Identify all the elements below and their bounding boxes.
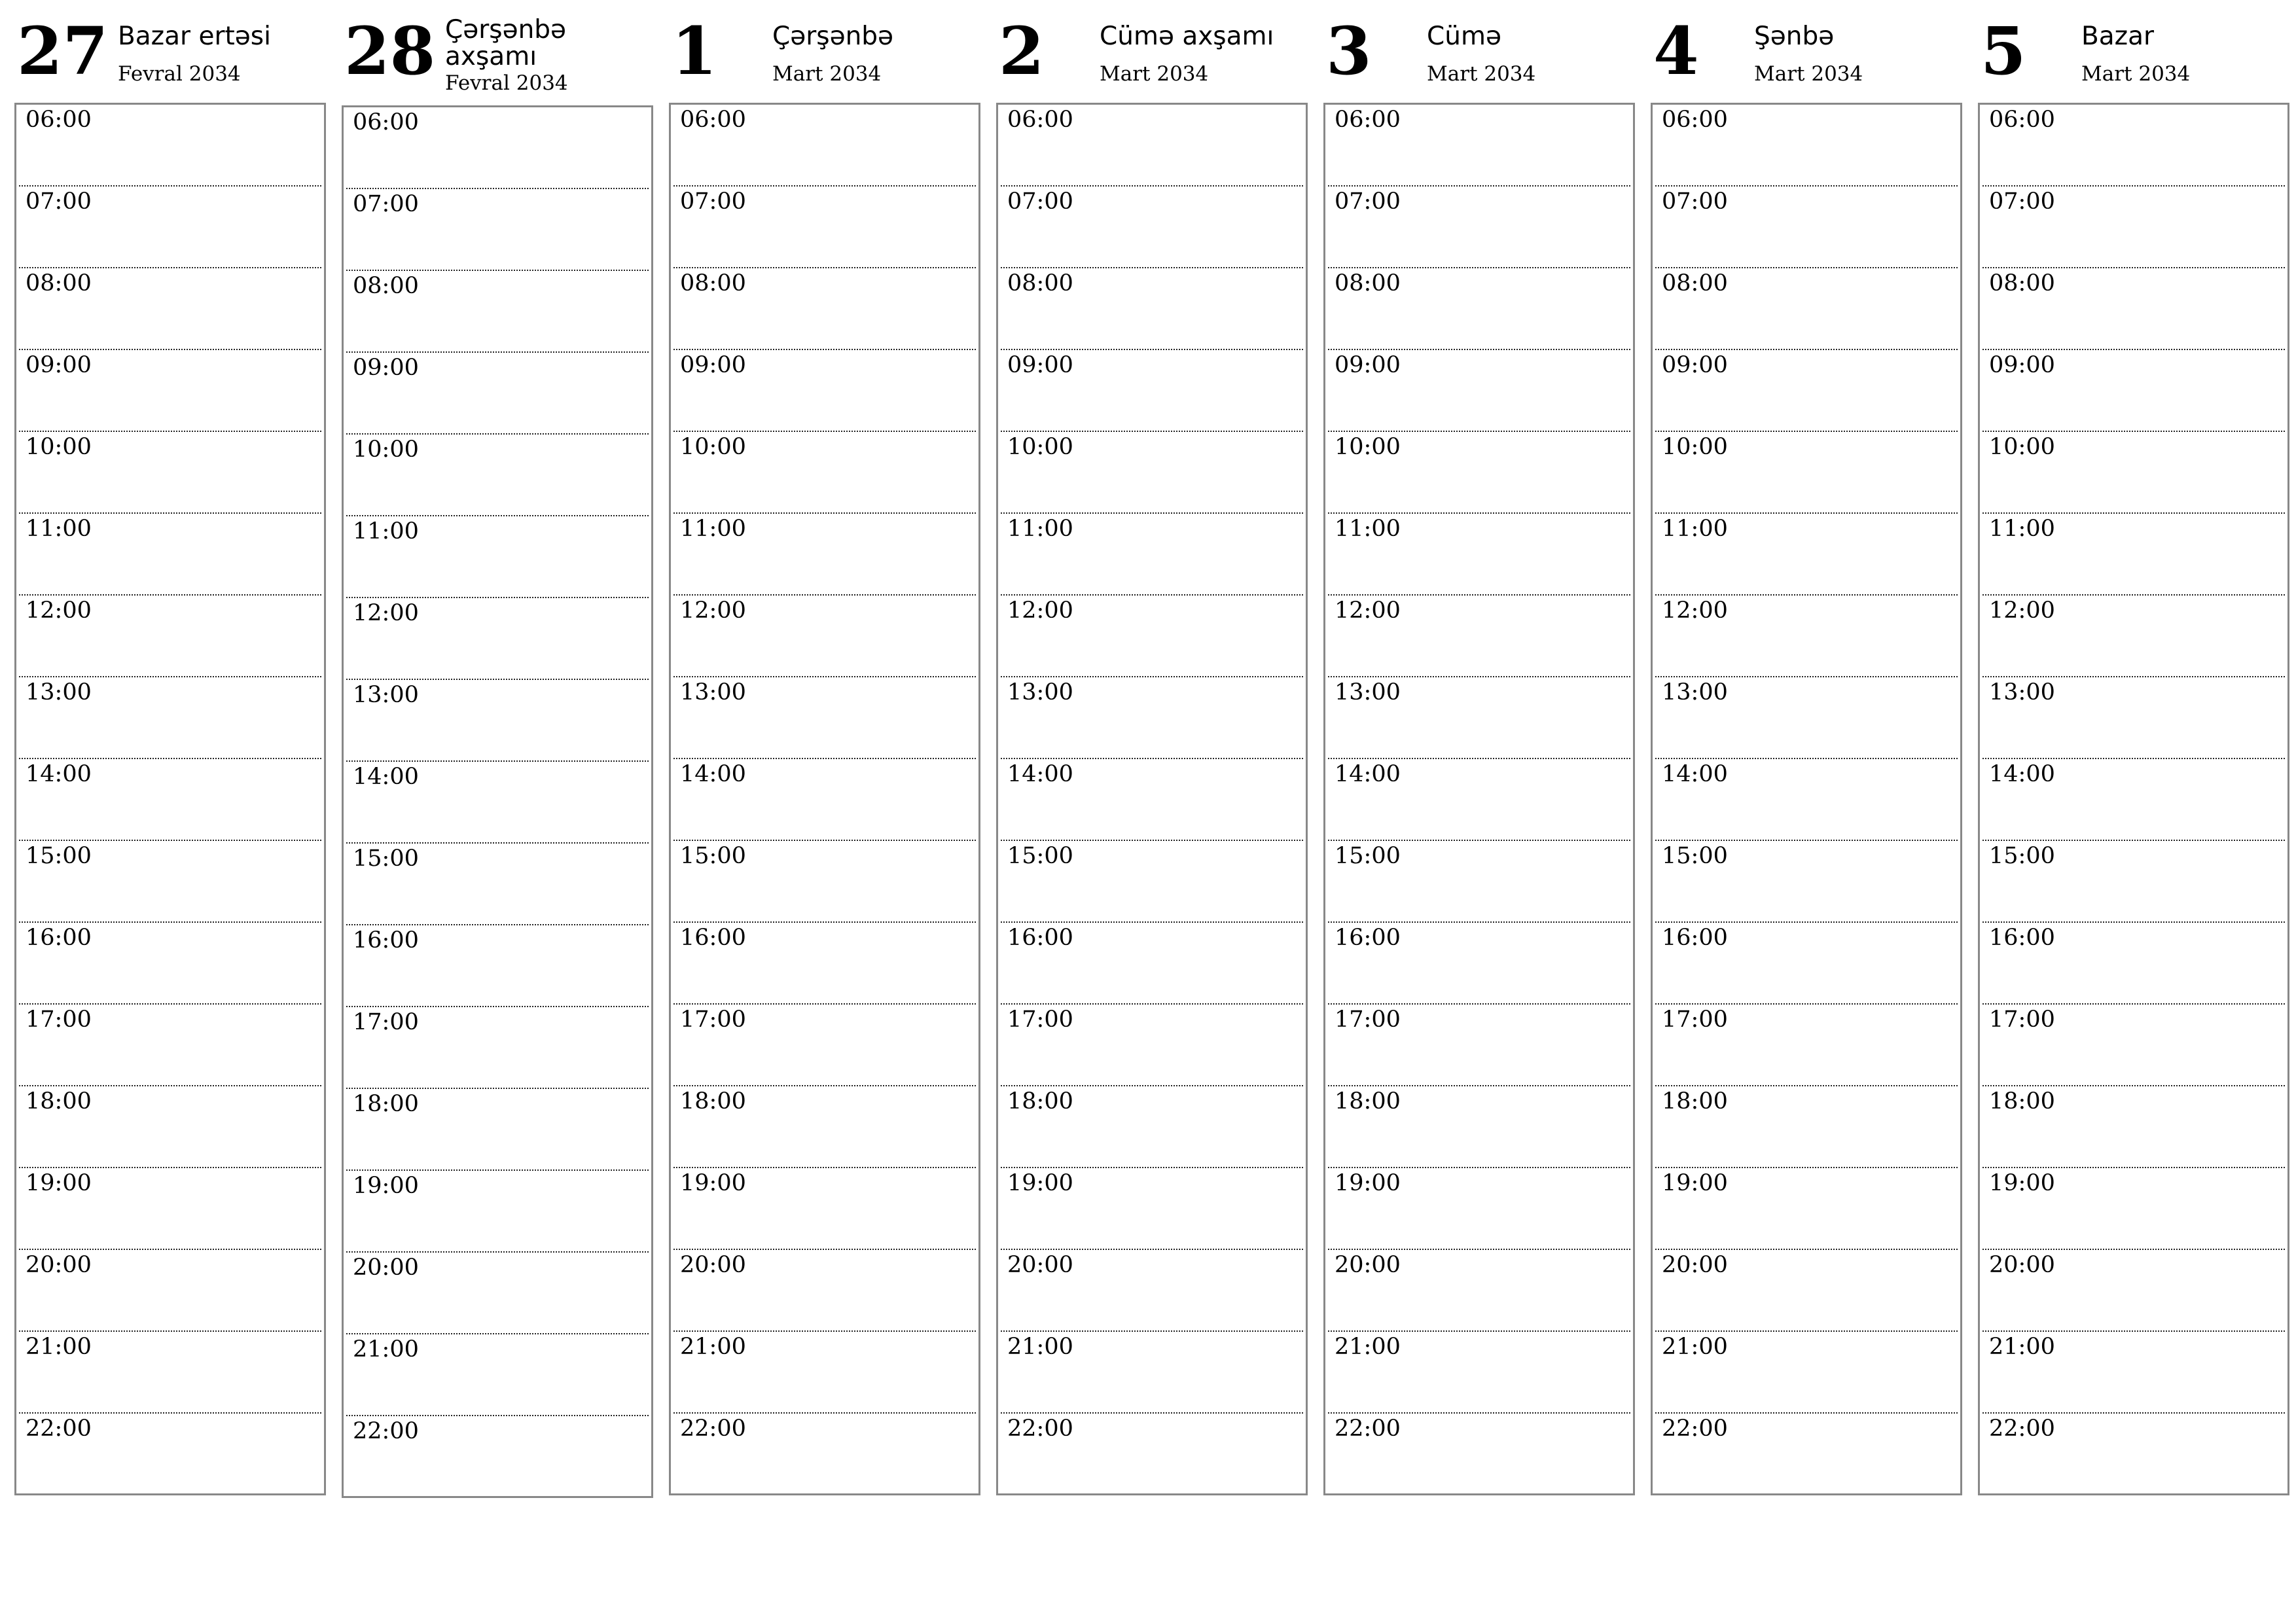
hour-slot[interactable] bbox=[1655, 350, 1958, 432]
hour-slot[interactable] bbox=[1982, 268, 2285, 350]
hour-label: 12:00 bbox=[1989, 597, 2055, 624]
hour-slot[interactable] bbox=[1982, 187, 2285, 268]
hour-slot[interactable] bbox=[673, 759, 976, 841]
hour-label: 08:00 bbox=[1335, 270, 1401, 296]
hour-slot[interactable] bbox=[673, 350, 976, 432]
day-header bbox=[996, 14, 1308, 103]
hour-label: 17:00 bbox=[680, 1007, 746, 1033]
hour-label: 16:00 bbox=[1335, 925, 1401, 951]
hour-slot[interactable] bbox=[19, 1332, 321, 1414]
day-name: Çərşənbə axşamı bbox=[445, 15, 567, 71]
hour-slot[interactable] bbox=[1001, 1168, 1303, 1250]
hour-slot[interactable] bbox=[1328, 841, 1630, 923]
weekly-planner bbox=[14, 14, 2289, 1513]
hour-label: 10:00 bbox=[1989, 434, 2055, 460]
hour-slot[interactable] bbox=[1982, 105, 2285, 187]
hour-label: 20:00 bbox=[26, 1252, 92, 1278]
hour-grid bbox=[1651, 103, 1962, 1495]
day-header bbox=[1323, 14, 1635, 103]
hour-label: 20:00 bbox=[1989, 1252, 2055, 1278]
hour-label: 07:00 bbox=[1662, 188, 1728, 215]
hour-label: 22:00 bbox=[1007, 1416, 1073, 1442]
hour-slot[interactable] bbox=[1001, 677, 1303, 759]
hour-label: 22:00 bbox=[353, 1418, 419, 1444]
hour-grid bbox=[342, 105, 653, 1498]
hour-label: 18:00 bbox=[1989, 1088, 2055, 1115]
hour-label: 11:00 bbox=[680, 516, 746, 542]
hour-label: 08:00 bbox=[353, 273, 419, 299]
hour-slot[interactable] bbox=[1982, 350, 2285, 432]
hour-slot[interactable] bbox=[1001, 432, 1303, 514]
hour-label: 22:00 bbox=[680, 1416, 746, 1442]
day-name: Cümə axşamı bbox=[1100, 22, 1274, 51]
hour-label: 13:00 bbox=[353, 682, 419, 708]
hour-slot[interactable] bbox=[673, 514, 976, 596]
hour-label: 13:00 bbox=[1662, 679, 1728, 705]
hour-slot[interactable] bbox=[19, 1086, 321, 1168]
hour-slot[interactable] bbox=[346, 435, 649, 516]
hour-label: 19:00 bbox=[353, 1173, 419, 1199]
hour-label: 07:00 bbox=[353, 191, 419, 217]
hour-slot[interactable] bbox=[1982, 759, 2285, 841]
hour-label: 11:00 bbox=[1662, 516, 1728, 542]
hour-label: 08:00 bbox=[1989, 270, 2055, 296]
day-month: Fevral 2034 bbox=[445, 71, 568, 95]
hour-slot[interactable] bbox=[1328, 432, 1630, 514]
hour-label: 16:00 bbox=[1662, 925, 1728, 951]
hour-label: 17:00 bbox=[26, 1007, 92, 1033]
hour-slot[interactable] bbox=[1001, 759, 1303, 841]
day-name: Bazar bbox=[2081, 22, 2155, 51]
day-header bbox=[342, 14, 653, 103]
day-header bbox=[1978, 14, 2289, 103]
hour-slot[interactable] bbox=[673, 596, 976, 677]
hour-slot[interactable] bbox=[346, 844, 649, 925]
hour-label: 15:00 bbox=[1335, 843, 1401, 869]
hour-slot[interactable] bbox=[19, 268, 321, 350]
hour-grid bbox=[14, 103, 326, 1495]
hour-slot[interactable] bbox=[19, 514, 321, 596]
hour-label: 07:00 bbox=[26, 188, 92, 215]
hour-slot[interactable] bbox=[1982, 514, 2285, 596]
hour-grid bbox=[669, 103, 980, 1495]
hour-label: 15:00 bbox=[26, 843, 92, 869]
hour-label: 16:00 bbox=[1989, 925, 2055, 951]
hour-slot[interactable] bbox=[1001, 1086, 1303, 1168]
hour-label: 11:00 bbox=[353, 518, 419, 544]
day-month: Mart 2034 bbox=[1754, 62, 1863, 86]
day-column-wednesday bbox=[669, 14, 980, 1513]
hour-label: 08:00 bbox=[1007, 270, 1073, 296]
hour-label: 17:00 bbox=[1007, 1007, 1073, 1033]
hour-slot[interactable] bbox=[346, 1334, 649, 1416]
hour-label: 12:00 bbox=[1007, 597, 1073, 624]
hour-label: 14:00 bbox=[680, 761, 746, 787]
hour-slot[interactable] bbox=[346, 598, 649, 680]
hour-label: 09:00 bbox=[1989, 352, 2055, 378]
hour-label: 16:00 bbox=[26, 925, 92, 951]
hour-slot[interactable] bbox=[1328, 514, 1630, 596]
hour-slot[interactable] bbox=[673, 187, 976, 268]
day-month: Mart 2034 bbox=[772, 62, 882, 86]
hour-label: 10:00 bbox=[1335, 434, 1401, 460]
hour-label: 13:00 bbox=[1007, 679, 1073, 705]
hour-label: 14:00 bbox=[1007, 761, 1073, 787]
hour-label: 13:00 bbox=[680, 679, 746, 705]
hour-slot[interactable] bbox=[19, 677, 321, 759]
hour-label: 22:00 bbox=[1662, 1416, 1728, 1442]
hour-slot[interactable] bbox=[1655, 514, 1958, 596]
hour-slot[interactable] bbox=[19, 596, 321, 677]
hour-label: 14:00 bbox=[1662, 761, 1728, 787]
day-month: Mart 2034 bbox=[1100, 62, 1209, 86]
hour-slot[interactable] bbox=[1328, 759, 1630, 841]
hour-label: 21:00 bbox=[1989, 1334, 2055, 1360]
hour-slot[interactable] bbox=[346, 107, 649, 189]
hour-label: 20:00 bbox=[353, 1255, 419, 1281]
hour-slot[interactable] bbox=[1982, 841, 2285, 923]
hour-label: 07:00 bbox=[1007, 188, 1073, 215]
hour-label: 21:00 bbox=[1007, 1334, 1073, 1360]
hour-slot[interactable] bbox=[1982, 1414, 2285, 1495]
hour-slot[interactable] bbox=[346, 271, 649, 353]
hour-grid bbox=[1323, 103, 1635, 1495]
hour-slot[interactable] bbox=[1001, 105, 1303, 187]
hour-label: 06:00 bbox=[1335, 107, 1401, 133]
day-number: 5 bbox=[1981, 12, 2026, 90]
hour-label: 06:00 bbox=[26, 107, 92, 133]
hour-slot[interactable] bbox=[19, 1414, 321, 1495]
hour-label: 09:00 bbox=[1335, 352, 1401, 378]
hour-label: 12:00 bbox=[26, 597, 92, 624]
hour-label: 14:00 bbox=[26, 761, 92, 787]
hour-label: 19:00 bbox=[26, 1170, 92, 1196]
day-month: Mart 2034 bbox=[1427, 62, 1536, 86]
hour-slot[interactable] bbox=[673, 677, 976, 759]
hour-slot[interactable] bbox=[1655, 841, 1958, 923]
hour-slot[interactable] bbox=[1982, 1086, 2285, 1168]
hour-label: 06:00 bbox=[1662, 107, 1728, 133]
day-column-monday bbox=[14, 14, 326, 1513]
day-month: Mart 2034 bbox=[2081, 62, 2191, 86]
hour-slot[interactable] bbox=[1001, 841, 1303, 923]
hour-label: 06:00 bbox=[680, 107, 746, 133]
day-number: 27 bbox=[17, 12, 109, 90]
hour-slot[interactable] bbox=[1655, 432, 1958, 514]
hour-label: 15:00 bbox=[1007, 843, 1073, 869]
hour-label: 12:00 bbox=[353, 600, 419, 626]
hour-slot[interactable] bbox=[1001, 1005, 1303, 1086]
hour-slot[interactable] bbox=[346, 1416, 649, 1498]
hour-label: 07:00 bbox=[1335, 188, 1401, 215]
hour-slot[interactable] bbox=[1328, 923, 1630, 1005]
hour-label: 20:00 bbox=[680, 1252, 746, 1278]
hour-slot[interactable] bbox=[673, 105, 976, 187]
hour-label: 10:00 bbox=[26, 434, 92, 460]
hour-slot[interactable] bbox=[673, 1250, 976, 1332]
day-name: Bazar ertəsi bbox=[118, 22, 271, 51]
hour-label: 19:00 bbox=[1007, 1170, 1073, 1196]
hour-slot[interactable] bbox=[1328, 105, 1630, 187]
day-number: 4 bbox=[1653, 12, 1699, 90]
hour-slot[interactable] bbox=[673, 1005, 976, 1086]
hour-label: 09:00 bbox=[680, 352, 746, 378]
hour-slot[interactable] bbox=[19, 841, 321, 923]
hour-label: 21:00 bbox=[1662, 1334, 1728, 1360]
hour-slot[interactable] bbox=[1655, 1332, 1958, 1414]
hour-slot[interactable] bbox=[1982, 596, 2285, 677]
hour-slot[interactable] bbox=[19, 105, 321, 187]
hour-label: 09:00 bbox=[1662, 352, 1728, 378]
hour-label: 06:00 bbox=[1007, 107, 1073, 133]
hour-slot[interactable] bbox=[1001, 923, 1303, 1005]
hour-label: 19:00 bbox=[1662, 1170, 1728, 1196]
hour-slot[interactable] bbox=[1328, 677, 1630, 759]
hour-slot[interactable] bbox=[1655, 1250, 1958, 1332]
hour-slot[interactable] bbox=[346, 680, 649, 762]
hour-label: 17:00 bbox=[1662, 1007, 1728, 1033]
day-header bbox=[14, 14, 326, 103]
hour-label: 14:00 bbox=[1335, 761, 1401, 787]
hour-slot[interactable] bbox=[1328, 1005, 1630, 1086]
hour-grid bbox=[996, 103, 1308, 1495]
hour-slot[interactable] bbox=[1328, 1086, 1630, 1168]
hour-label: 07:00 bbox=[680, 188, 746, 215]
day-column-friday bbox=[1323, 14, 1635, 1513]
hour-slot[interactable] bbox=[673, 1414, 976, 1495]
hour-label: 08:00 bbox=[680, 270, 746, 296]
hour-label: 21:00 bbox=[26, 1334, 92, 1360]
hour-label: 10:00 bbox=[353, 437, 419, 463]
hour-label: 12:00 bbox=[680, 597, 746, 624]
hour-slot[interactable] bbox=[1655, 1414, 1958, 1495]
hour-grid bbox=[1978, 103, 2289, 1495]
hour-slot[interactable] bbox=[346, 1171, 649, 1253]
hour-slot[interactable] bbox=[346, 353, 649, 435]
hour-label: 14:00 bbox=[353, 764, 419, 790]
hour-label: 08:00 bbox=[1662, 270, 1728, 296]
hour-slot[interactable] bbox=[1001, 187, 1303, 268]
hour-label: 17:00 bbox=[1335, 1007, 1401, 1033]
hour-label: 18:00 bbox=[1007, 1088, 1073, 1115]
day-number: 1 bbox=[672, 12, 717, 90]
hour-label: 11:00 bbox=[1989, 516, 2055, 542]
hour-slot[interactable] bbox=[1328, 1332, 1630, 1414]
hour-label: 09:00 bbox=[353, 355, 419, 381]
hour-slot[interactable] bbox=[1982, 677, 2285, 759]
hour-slot[interactable] bbox=[346, 516, 649, 598]
day-name: Şənbə bbox=[1754, 22, 1835, 51]
hour-label: 12:00 bbox=[1335, 597, 1401, 624]
hour-slot[interactable] bbox=[1328, 187, 1630, 268]
hour-label: 17:00 bbox=[1989, 1007, 2055, 1033]
day-name: Cümə bbox=[1427, 22, 1501, 51]
hour-label: 11:00 bbox=[1007, 516, 1073, 542]
hour-slot[interactable] bbox=[1001, 596, 1303, 677]
hour-slot[interactable] bbox=[1001, 514, 1303, 596]
hour-slot[interactable] bbox=[19, 1168, 321, 1250]
hour-label: 22:00 bbox=[1989, 1416, 2055, 1442]
hour-slot[interactable] bbox=[1655, 677, 1958, 759]
hour-slot[interactable] bbox=[673, 1168, 976, 1250]
hour-slot[interactable] bbox=[1982, 432, 2285, 514]
day-header bbox=[1651, 14, 1962, 103]
hour-label: 11:00 bbox=[1335, 516, 1401, 542]
hour-label: 18:00 bbox=[1662, 1088, 1728, 1115]
hour-label: 08:00 bbox=[26, 270, 92, 296]
hour-label: 18:00 bbox=[353, 1091, 419, 1117]
hour-slot[interactable] bbox=[19, 923, 321, 1005]
hour-slot[interactable] bbox=[1328, 1168, 1630, 1250]
hour-slot[interactable] bbox=[1001, 350, 1303, 432]
day-column-sunday bbox=[1978, 14, 2289, 1513]
hour-slot[interactable] bbox=[673, 1086, 976, 1168]
hour-slot[interactable] bbox=[346, 925, 649, 1007]
day-column-saturday bbox=[1651, 14, 1962, 1513]
hour-slot[interactable] bbox=[673, 432, 976, 514]
hour-slot[interactable] bbox=[1328, 1250, 1630, 1332]
hour-label: 16:00 bbox=[680, 925, 746, 951]
hour-label: 16:00 bbox=[1007, 925, 1073, 951]
hour-slot[interactable] bbox=[1328, 1414, 1630, 1495]
hour-label: 15:00 bbox=[1662, 843, 1728, 869]
hour-slot[interactable] bbox=[19, 187, 321, 268]
hour-label: 19:00 bbox=[1989, 1170, 2055, 1196]
hour-label: 17:00 bbox=[353, 1009, 419, 1035]
hour-label: 10:00 bbox=[1007, 434, 1073, 460]
hour-slot[interactable] bbox=[19, 759, 321, 841]
hour-label: 18:00 bbox=[26, 1088, 92, 1115]
hour-slot[interactable] bbox=[1001, 1250, 1303, 1332]
hour-slot[interactable] bbox=[1982, 923, 2285, 1005]
hour-label: 15:00 bbox=[1989, 843, 2055, 869]
hour-slot[interactable] bbox=[1001, 268, 1303, 350]
hour-slot[interactable] bbox=[19, 1250, 321, 1332]
hour-slot[interactable] bbox=[673, 268, 976, 350]
hour-slot[interactable] bbox=[346, 1089, 649, 1171]
hour-slot[interactable] bbox=[1001, 1332, 1303, 1414]
hour-label: 21:00 bbox=[680, 1334, 746, 1360]
hour-label: 20:00 bbox=[1335, 1252, 1401, 1278]
hour-label: 22:00 bbox=[26, 1416, 92, 1442]
hour-slot[interactable] bbox=[1328, 350, 1630, 432]
hour-label: 21:00 bbox=[1335, 1334, 1401, 1360]
hour-slot[interactable] bbox=[1982, 1332, 2285, 1414]
hour-slot[interactable] bbox=[1655, 1168, 1958, 1250]
hour-slot[interactable] bbox=[1328, 268, 1630, 350]
hour-slot[interactable] bbox=[1655, 596, 1958, 677]
hour-label: 09:00 bbox=[1007, 352, 1073, 378]
hour-slot[interactable] bbox=[19, 350, 321, 432]
hour-label: 10:00 bbox=[1662, 434, 1728, 460]
hour-label: 15:00 bbox=[680, 843, 746, 869]
hour-slot[interactable] bbox=[346, 762, 649, 844]
hour-label: 12:00 bbox=[1662, 597, 1728, 624]
hour-slot[interactable] bbox=[1655, 759, 1958, 841]
hour-slot[interactable] bbox=[19, 1005, 321, 1086]
hour-label: 13:00 bbox=[1989, 679, 2055, 705]
hour-slot[interactable] bbox=[19, 432, 321, 514]
hour-slot[interactable] bbox=[673, 841, 976, 923]
hour-slot[interactable] bbox=[1982, 1168, 2285, 1250]
hour-label: 07:00 bbox=[1989, 188, 2055, 215]
hour-slot[interactable] bbox=[1982, 1005, 2285, 1086]
hour-label: 18:00 bbox=[680, 1088, 746, 1115]
hour-label: 06:00 bbox=[353, 109, 419, 135]
day-number: 3 bbox=[1326, 12, 1372, 90]
hour-label: 13:00 bbox=[1335, 679, 1401, 705]
hour-label: 20:00 bbox=[1007, 1252, 1073, 1278]
hour-slot[interactable] bbox=[673, 923, 976, 1005]
hour-label: 19:00 bbox=[680, 1170, 746, 1196]
hour-slot[interactable] bbox=[1328, 596, 1630, 677]
hour-label: 09:00 bbox=[26, 352, 92, 378]
hour-slot[interactable] bbox=[1655, 1005, 1958, 1086]
day-number: 2 bbox=[999, 12, 1045, 90]
hour-slot[interactable] bbox=[1655, 187, 1958, 268]
hour-slot[interactable] bbox=[673, 1332, 976, 1414]
hour-slot[interactable] bbox=[1655, 105, 1958, 187]
hour-slot[interactable] bbox=[346, 189, 649, 271]
hour-label: 21:00 bbox=[353, 1336, 419, 1363]
hour-label: 13:00 bbox=[26, 679, 92, 705]
hour-label: 19:00 bbox=[1335, 1170, 1401, 1196]
hour-slot[interactable] bbox=[1655, 268, 1958, 350]
hour-slot[interactable] bbox=[1001, 1414, 1303, 1495]
hour-label: 10:00 bbox=[680, 434, 746, 460]
day-name: Çərşənbə bbox=[772, 22, 894, 51]
day-column-tuesday bbox=[342, 14, 653, 1513]
hour-slot[interactable] bbox=[346, 1007, 649, 1089]
day-number: 28 bbox=[344, 12, 436, 90]
hour-label: 14:00 bbox=[1989, 761, 2055, 787]
hour-label: 16:00 bbox=[353, 927, 419, 954]
hour-label: 15:00 bbox=[353, 846, 419, 872]
hour-slot[interactable] bbox=[1982, 1250, 2285, 1332]
day-month: Fevral 2034 bbox=[118, 62, 241, 86]
hour-slot[interactable] bbox=[1655, 1086, 1958, 1168]
day-header bbox=[669, 14, 980, 103]
hour-label: 06:00 bbox=[1989, 107, 2055, 133]
hour-label: 20:00 bbox=[1662, 1252, 1728, 1278]
hour-label: 22:00 bbox=[1335, 1416, 1401, 1442]
hour-label: 18:00 bbox=[1335, 1088, 1401, 1115]
day-column-thursday bbox=[996, 14, 1308, 1513]
hour-label: 11:00 bbox=[26, 516, 92, 542]
hour-slot[interactable] bbox=[1655, 923, 1958, 1005]
hour-slot[interactable] bbox=[346, 1253, 649, 1334]
